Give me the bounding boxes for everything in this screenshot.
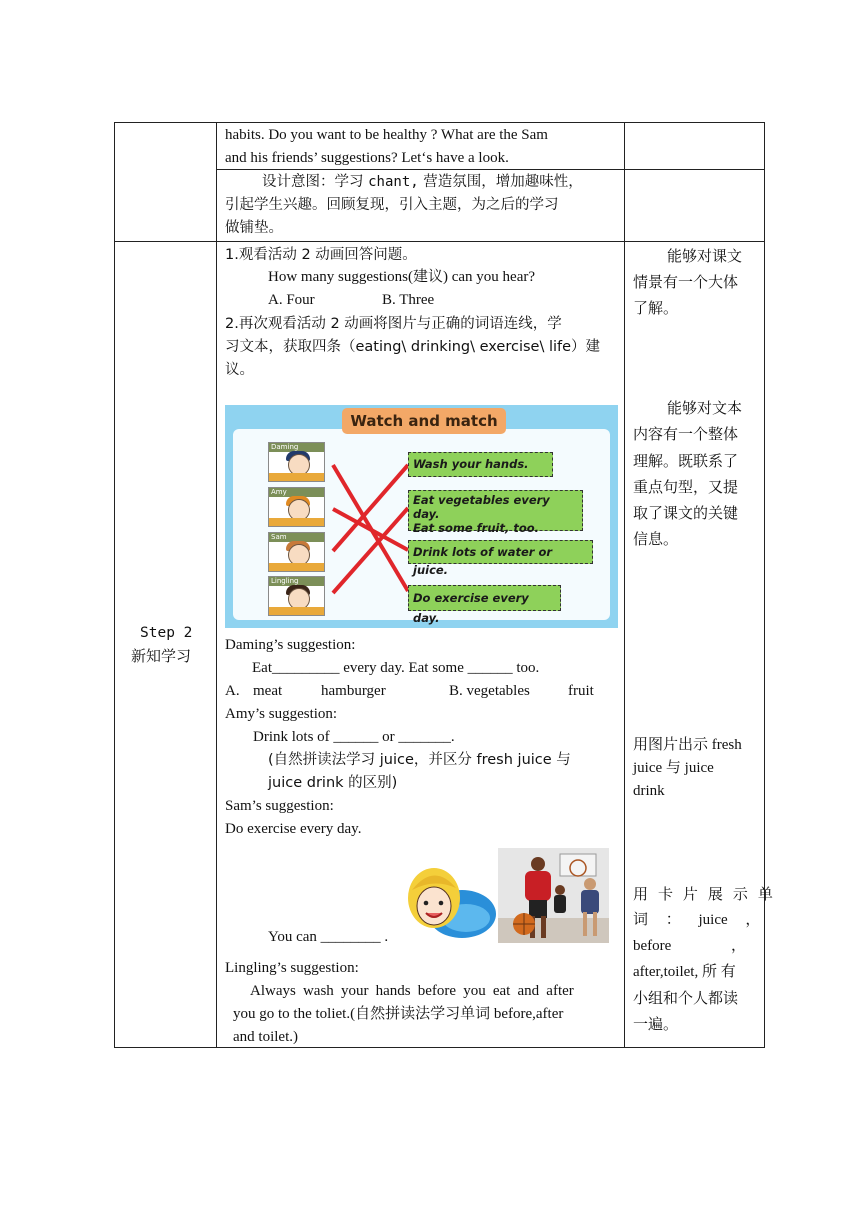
sam-suggestion-text: Do exercise every day. [225, 821, 362, 837]
watch-and-match-title: Watch and match [342, 408, 506, 434]
amy-note-line1: (自然拼读法学习 juice，并区分 fresh juice 与 [268, 752, 571, 768]
note4-line1: 用 卡 片 展 示 单 [633, 885, 776, 903]
match-line-3 [333, 465, 408, 551]
note4-line4: after,toilet, 所 有 [633, 964, 736, 980]
table-border-col2 [624, 122, 625, 1048]
daming-suggestion-blank: Eat_________ every day. Eat some ______ too. [252, 660, 540, 676]
kid-name-lingling: Lingling [269, 577, 325, 586]
table-border-bottom [114, 1047, 765, 1048]
option-b: B. Three [382, 292, 435, 308]
design-intent-line2: 引起学生兴趣。回顾复现，引入主题，为之后的学习 [225, 197, 559, 213]
note3-line3: drink [633, 783, 665, 799]
kid-name-daming: Daming [269, 443, 325, 452]
design-intent-rest: 营造氛围，增加趣味性， [423, 174, 583, 190]
option-a: A. Four [268, 292, 315, 308]
kid-name-amy: Amy [269, 488, 325, 497]
match-line-2 [333, 509, 408, 550]
note2-line2: 内容有一个整体 [633, 425, 739, 443]
table-border-col1 [216, 122, 217, 1048]
daming-option-a-word1: meat [253, 683, 283, 699]
lingling-suggestion-line3: and toilet.) [233, 1029, 298, 1045]
note4-line3: before ， [633, 938, 747, 954]
phrase-wash-hands: Wash your hands. [408, 452, 553, 477]
table-border-right [764, 122, 765, 1048]
note2-line1: 能够对文本 [667, 399, 743, 417]
note2-line4: 重点句型，又提 [633, 478, 739, 496]
note1-line3: 了解。 [633, 299, 679, 317]
note2-line3: 理解。既联系了 [633, 452, 739, 470]
daming-option-b: B. vegetables [449, 683, 530, 699]
note4-line6: 一遍。 [633, 1015, 679, 1033]
amy-note-line2: juice drink 的区别) [268, 775, 398, 791]
phrase-eat-vegetables [408, 490, 583, 535]
design-intent-label: 设计意图：学习 [262, 174, 364, 190]
phrase-eat-fruit-line2: Eat some fruit, too. [413, 521, 539, 535]
activity-2-line3: 议。 [225, 362, 254, 378]
note1-line1: 能够对课文 [667, 247, 743, 265]
table-border-top [114, 122, 765, 123]
daming-option-a-word2: hamburger [321, 683, 386, 699]
you-can-blank: You can ________ . [268, 929, 389, 945]
intro-text-line1: habits. Do you want to be healthy ? What are the Sam [225, 127, 548, 143]
note2-line6: 信息。 [633, 530, 679, 548]
lingling-suggestion-heading: Lingling’s suggestion: [225, 960, 359, 976]
note1-line2: 情景有一个大体 [633, 273, 739, 291]
step-number: Step 2 [140, 625, 193, 641]
intro-text-line2: and his friends’ suggestions? Let‘s have a look. [225, 150, 509, 166]
design-intent-chant: chant, [368, 174, 419, 190]
table-row-divider [114, 241, 765, 242]
amy-suggestion-blank: Drink lots of ______ or _______. [253, 729, 455, 745]
note2-line5: 取了课文的关键 [633, 504, 739, 522]
note4-line2: 词 ： juice ， [633, 912, 761, 928]
activity-2-line1: 2.再次观看活动 2 动画将图片与正确的词语连线，学 [225, 316, 562, 332]
table-border-left [114, 122, 115, 1048]
amy-suggestion-heading: Amy’s suggestion: [225, 706, 338, 722]
note3-line2: juice 与 juice [633, 760, 714, 776]
sam-suggestion-heading: Sam’s suggestion: [225, 798, 334, 814]
design-intent-line1 [262, 171, 583, 194]
basketball-players-image [498, 848, 609, 943]
watch-and-match-image [225, 405, 618, 628]
phrase-do-exercise: Do exercise every day. [408, 585, 561, 611]
design-intent-line3: 做铺垫。 [225, 220, 283, 236]
match-line-4 [333, 508, 408, 593]
note4-line5: 小组和个人都读 [633, 989, 739, 1007]
lingling-suggestion-line1: Always wash your hands before you eat and after [250, 983, 574, 999]
daming-option-a-letter: A. [225, 683, 240, 699]
daming-option-b-word2: fruit [568, 683, 594, 699]
step-title: 新知学习 [131, 647, 192, 665]
phrase-drink-water: Drink lots of water or juice. [408, 540, 593, 564]
daming-suggestion-heading: Daming’s suggestion: [225, 637, 356, 653]
activity-1-question: How many suggestions(建议) can you hear? [268, 269, 536, 285]
swimming-girl-image [404, 858, 496, 944]
phrase-eat-vegetables-line1: Eat vegetables every day. [413, 493, 550, 521]
activity-1-instruction: 1.观看活动 2 动画回答问题。 [225, 247, 417, 263]
lingling-suggestion-line2: you go to the toliet.(自然拼读法学习单词 before,after [233, 1006, 564, 1022]
activity-2-line2: 习文本，获取四条（eating\ drinking\ exercise\ life）建 [225, 339, 601, 355]
kid-name-sam: Sam [269, 533, 325, 542]
note3-line1: 用图片出示 fresh [633, 737, 742, 753]
